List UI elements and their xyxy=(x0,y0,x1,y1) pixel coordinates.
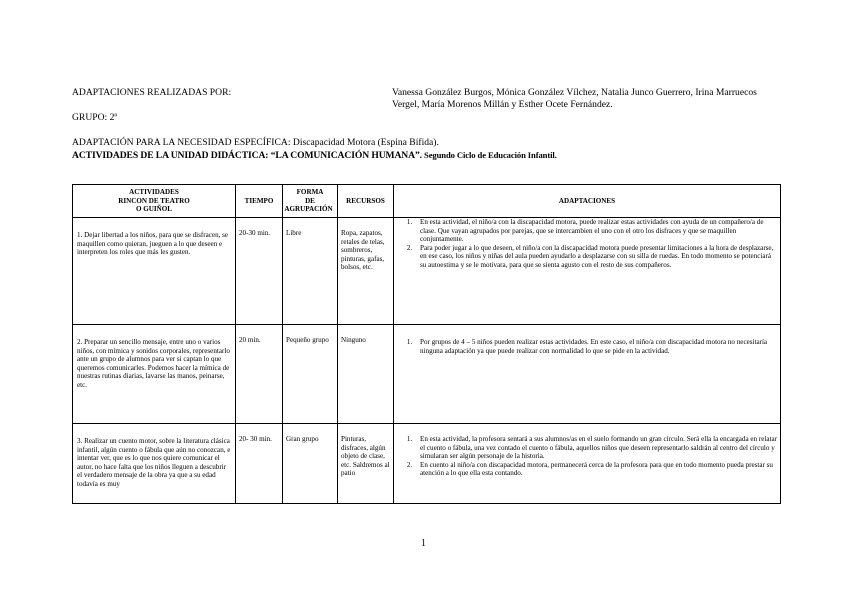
header-resources: RECURSOS xyxy=(338,185,394,218)
header-activities xyxy=(73,185,236,218)
adaptation-item: 2. En cuento al niño/a con discapacidad motora, permanecerá cerca de la profesora para que en todo momento pueda prestar su atención a lo que ella esta contando. xyxy=(414,461,777,478)
grouping-cell: Gran grupo xyxy=(283,424,338,504)
time-cell: 20 min. xyxy=(236,325,283,424)
time-cell: 20- 30 min. xyxy=(236,424,283,504)
table-header-row xyxy=(73,185,781,218)
resources-cell: Ropa, zapatos, retales de telas, sombreros, pinturas, gafas, bolsos, etc. xyxy=(338,218,394,325)
adaptation-item: 2. Para poder jugar a lo que deseen, el niño/a con la discapacidad motora puede presentar limitaciones a la hora de desplazarse, en ese caso, los niños y niñas del aula pueden ayudarlo a desplazarse con su silla de ruedas. En todo momento se potenciará su autoestima y se le motivara, para que se sienta agusto con el resto de sus compañeros. xyxy=(414,244,777,270)
unit-title xyxy=(72,150,557,161)
adapted-by-label: ADAPTACIONES REALIZADAS POR: xyxy=(72,87,232,98)
resources-cell: Ninguno xyxy=(338,325,394,424)
page-number: 1 xyxy=(421,538,426,549)
adaptations-cell xyxy=(394,218,781,325)
table-row xyxy=(73,424,781,504)
adaptations-cell xyxy=(394,424,781,504)
header-activities-line3: O GUIÑOL xyxy=(135,205,173,214)
activity-cell: 1. Dejar libertad a los niños, para que se disfracen, se maquillen como quieran, jueguen a lo que deseen e interpreten los roles que más les gusten. xyxy=(73,218,236,325)
specific-need: ADAPTACIÓN PARA LA NECESIDAD ESPECÍFICA: Discapacidad Motora (Espina Bífida). xyxy=(72,137,439,148)
group-label: GRUPO: 2º xyxy=(72,112,118,123)
adaptation-item: 1. En esta actividad, el niño/a con la discapacidad motora, puede realizar estas actividades con ayuda de un compañero/a de clase. Que vayan agrupados por parejas, que se intercambien el uno con el otro los disfraces y que se maquillen conjuntamente. xyxy=(414,218,777,244)
activities-table xyxy=(72,184,781,504)
adaptation-item: 1. En esta actividad, la profesora sentará a sus alumnos/as en el suelo formando un gran círculo. Será ella la encargada en relatar el cuento o fábula, una vez contado el cuento o fábula, aquellos niños que deseen representarlo saldrán al centro del círculo y simularan ser algún personaje de la historia. xyxy=(414,435,777,461)
header-adaptations: ADAPTACIONES xyxy=(394,185,781,218)
header-time: TIEMPO xyxy=(236,185,283,218)
adaptation-item: 1. Por grupos de 4 – 5 niños pueden realizar estas actividades. En este caso, el niño/a con discapacidad motora no necesitaría ninguna adaptación ya que puede realizar con normalidad lo que se pide en la actividad. xyxy=(414,338,777,355)
header-grouping-line2: DE xyxy=(305,196,315,205)
header-grouping-line1: FORMA xyxy=(296,188,324,197)
header-grouping-line3: AGRUPACIÓN xyxy=(284,205,333,214)
unit-title-cycle: Segundo Ciclo de Educación Infantil. xyxy=(421,150,557,160)
grouping-cell: Pequeño grupo xyxy=(283,325,338,424)
header-activities-line1: ACTIVIDADES xyxy=(129,188,179,197)
table-row xyxy=(73,325,781,424)
adaptations-cell xyxy=(394,325,781,424)
header-grouping xyxy=(283,185,338,218)
authors: Vanessa González Burgos, Mónica González Vílchez, Natalia Junco Guerrero, Irina Marruecos Vergel, María Morenos Millán y Esther Ocete Fernández. xyxy=(392,87,757,110)
unit-title-main: ACTIVIDADES DE LA UNIDAD DIDÁCTICA: “LA COMUNICACIÓN HUMANA”. xyxy=(72,150,422,161)
table-row xyxy=(73,218,781,325)
activity-cell: 3. Realizar un cuento motor, sobre la literatura clásica infantil, algún cuento o fábula que aún no conozcan, e intentar ver, que es lo que nos quiere comunicar el autor, no hace falta que los niños lleguen a descubrir el verdadero mensaje de la obra ya que a su edad todavía es muy xyxy=(73,424,236,504)
grouping-cell: Libre xyxy=(283,218,338,325)
activity-cell: 2. Preparar un sencillo mensaje, entre uno o varios niños, con mímica y sonidos corporales, representarlo ante un grupo de alumnos para ver si captan lo que queremos comunicarles. Podemos hacer la mímica de nuestras rutinas diarias, lavarse las manos, peinarse, etc. xyxy=(73,325,236,424)
header-activities-line2: RINCON DE TEATRO xyxy=(118,196,190,205)
resources-cell: Pinturas, disfraces, algún objeto de clase, etc. Saldremos al patio xyxy=(338,424,394,504)
time-cell: 20-30 min. xyxy=(236,218,283,325)
